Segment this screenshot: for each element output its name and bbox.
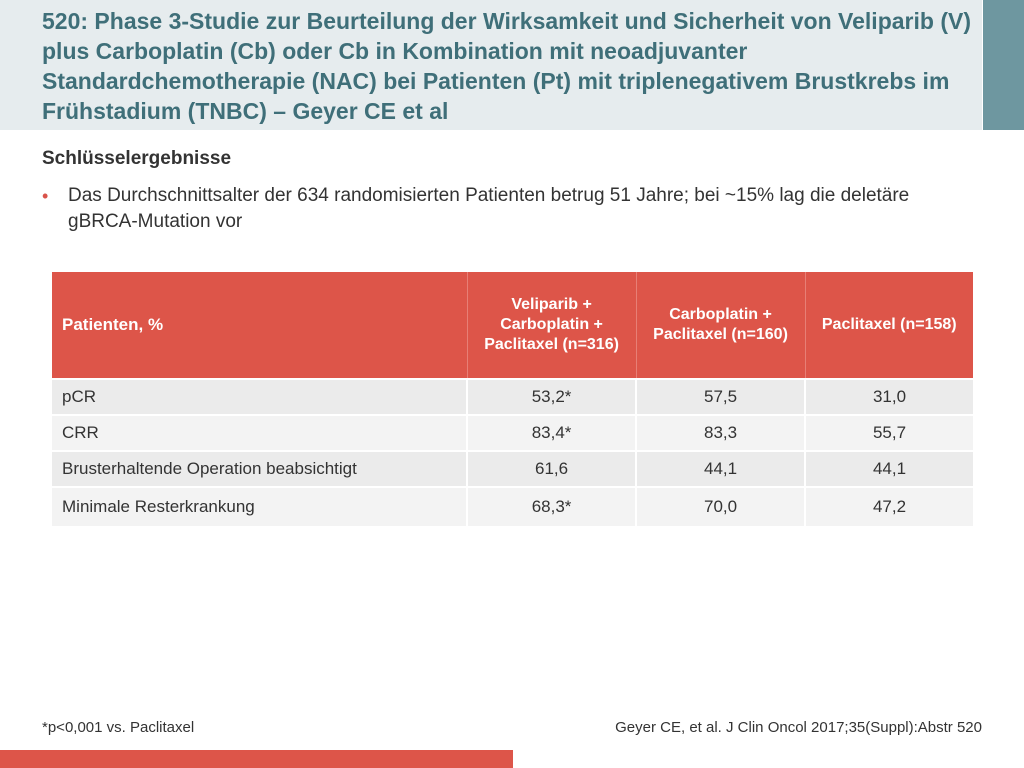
table-cell: 70,0 xyxy=(636,487,805,526)
row-label: Minimale Resterkrankung xyxy=(52,487,467,526)
header-carboplatin-arm: Carboplatin + Paclitaxel (n=160) xyxy=(636,272,805,379)
table-cell: 68,3* xyxy=(467,487,636,526)
header-veliparib-arm: Veliparib + Carboplatin + Paclitaxel (n=316) xyxy=(467,272,636,379)
table-cell: 83,3 xyxy=(636,415,805,451)
row-label: Brusterhaltende Operation beabsichtigt xyxy=(52,451,467,487)
results-table xyxy=(52,272,973,526)
slide-title: 520: Phase 3-Studie zur Beurteilung der Wirksamkeit und Sicherheit von Veliparib (V) plus Carboplatin (Cb) oder Cb in Kombination mit neoadjuvanter Standardchemotherapie (NAC) bei Patienten (Pt) mit triplenegativem Brustkrebs im Frühstadium (TNBC) – Geyer CE et al xyxy=(42,8,971,124)
section-subtitle: Schlüsselergebnisse xyxy=(42,148,232,169)
bullet-icon: • xyxy=(42,186,49,206)
table-header-row xyxy=(52,272,973,379)
table-cell: 83,4* xyxy=(467,415,636,451)
table-cell: 57,5 xyxy=(636,379,805,415)
table-cell: 44,1 xyxy=(805,451,973,487)
table-cell: 61,6 xyxy=(467,451,636,487)
table-cell: 31,0 xyxy=(805,379,973,415)
bottom-accent-bar xyxy=(0,750,513,768)
row-label: pCR xyxy=(52,379,467,415)
reference-citation: Geyer CE, et al. J Clin Oncol 2017;35(Suppl):Abstr 520 xyxy=(615,719,982,736)
table-row xyxy=(52,451,973,487)
table-cell: 47,2 xyxy=(805,487,973,526)
bullet-point xyxy=(42,183,972,235)
table-cell: 55,7 xyxy=(805,415,973,451)
table-row xyxy=(52,415,973,451)
table-cell: 53,2* xyxy=(467,379,636,415)
header-paclitaxel-arm: Paclitaxel (n=158) xyxy=(805,272,973,379)
bullet-text: Das Durchschnittsalter der 634 randomisierten Patienten betrug 51 Jahre; bei ~15% lag die deletäre gBRCA-Mutation vor xyxy=(68,185,910,232)
footnote: *p<0,001 vs. Paclitaxel xyxy=(42,719,195,736)
accent-bar xyxy=(983,0,1024,130)
header-patients: Patienten, % xyxy=(52,272,467,379)
row-label: CRR xyxy=(52,415,467,451)
table-cell: 44,1 xyxy=(636,451,805,487)
table-row xyxy=(52,379,973,415)
table-row xyxy=(52,487,973,526)
